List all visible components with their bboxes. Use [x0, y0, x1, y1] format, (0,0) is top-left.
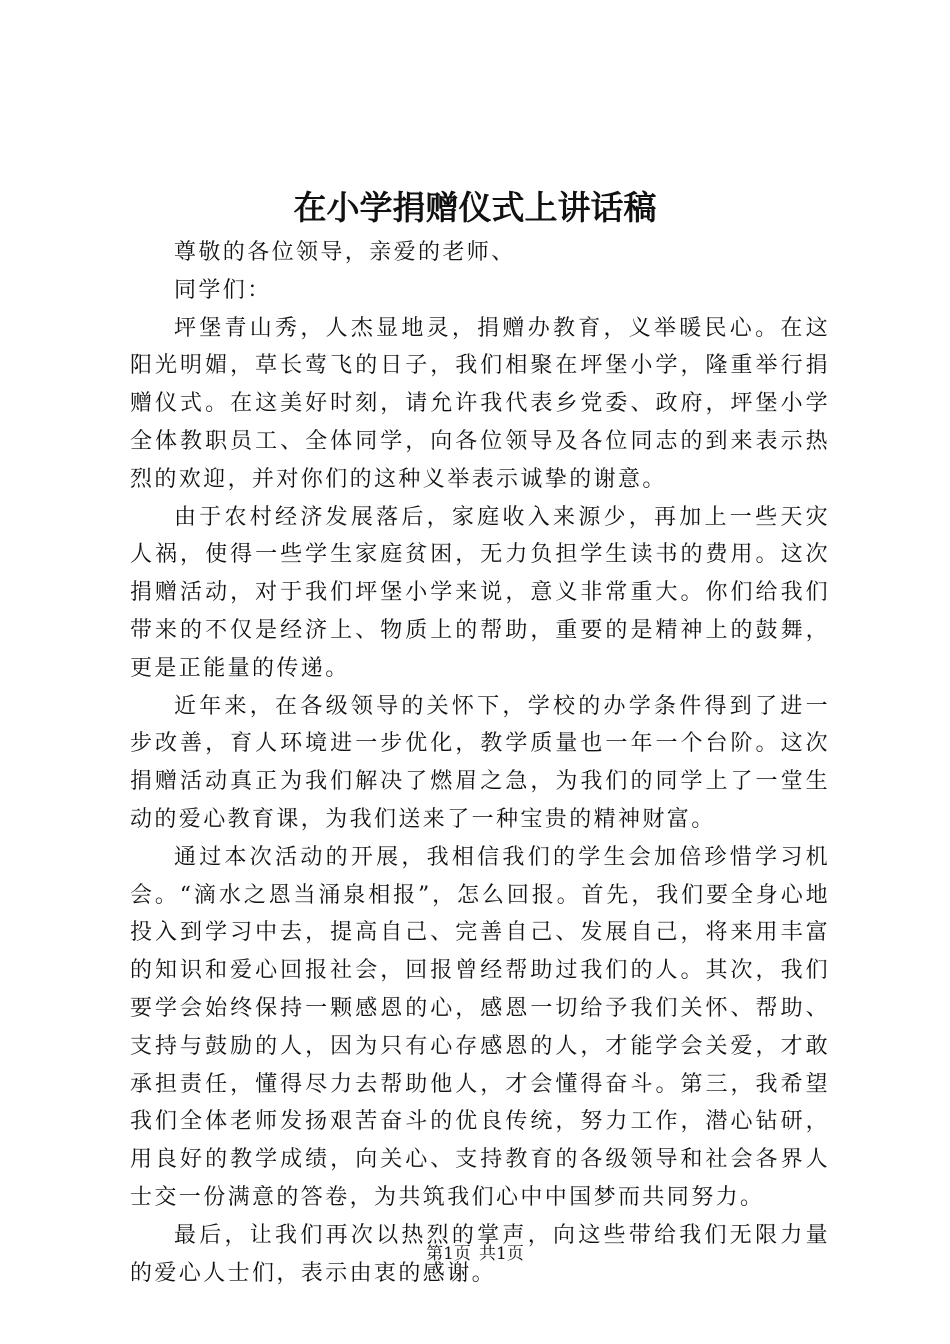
salutation-line-1: 尊敬的各位领导，亲爱的老师、	[174, 240, 516, 265]
document-title: 在小学捐赠仪式上讲话稿	[293, 188, 657, 227]
paragraph-recent-years: 近年来，在各级领导的关怀下，学校的办学条件得到了进一步改善，育人环境进一步优化，教学质量也一年一个台阶。这次捐赠活动真正为我们解决了燃眉之急，为我们的同学上了一堂生动的爱心教育课，为我们送来了一种宝贵的精神财富。	[130, 693, 830, 832]
salutation-line-2: 同学们：	[174, 277, 272, 303]
page-footer	[0, 1242, 950, 1266]
paragraph-welcome: 坪堡青山秀，人杰显地灵，捐赠办教育，义举暖民心。在这阳光明媚，草长莺飞的日子，我们相聚在坪堡小学，隆重举行捐赠仪式。在这美好时刻，请允许我代表乡党委、政府，坪堡小学全体教职员工、全体同学，向各位领导及各位同志的到来表示热烈的欢迎，并对你们的这种义举表示诚挚的谢意。	[130, 315, 830, 492]
paragraph-closing: 最后，让我们再次以热烈的掌声，向这些带给我们无限力量的爱心人士们，表示由衷的感谢。	[130, 1222, 830, 1286]
paragraph-background: 由于农村经济发展落后，家庭收入来源少，再加上一些天灾人祸，使得一些学生家庭贫困，无力负担学生读书的费用。这次捐赠活动，对于我们坪堡小学来说，意义非常重大。你们给我们带来的不仅是经济上、物质上的帮助，重要的是精神上的鼓舞，更是正能量的传递。	[130, 504, 830, 681]
page-total: 共1页	[479, 1244, 524, 1264]
page-number: 第1页	[426, 1244, 471, 1264]
paragraph-gratitude: 通过本次活动的开展，我相信我们的学生会加倍珍惜学习机会。“滴水之恩当涌泉相报”，怎么回报。首先，我们要全身心地投入到学习中去，提高自己、完善自己、发展自己，将来用丰富的知识和爱心回报社会，回报曾经帮助过我们的人。其次，我们要学会始终保持一颗感恩的心，感恩一切给予我们关怀、帮助、支持与鼓励的人，因为只有心存感恩的人，才能学会关爱，才敢承担责任，懂得尽力去帮助他人，才会懂得奋斗。第三，我希望我们全体老师发扬艰苦奋斗的优良传统，努力工作，潜心钻研，用良好的教学成绩，向关心、支持教育的各级领导和社会各界人士交一份满意的答卷，为共筑我们心中中国梦而共同努力。	[130, 844, 830, 1210]
document-body	[130, 234, 830, 1292]
